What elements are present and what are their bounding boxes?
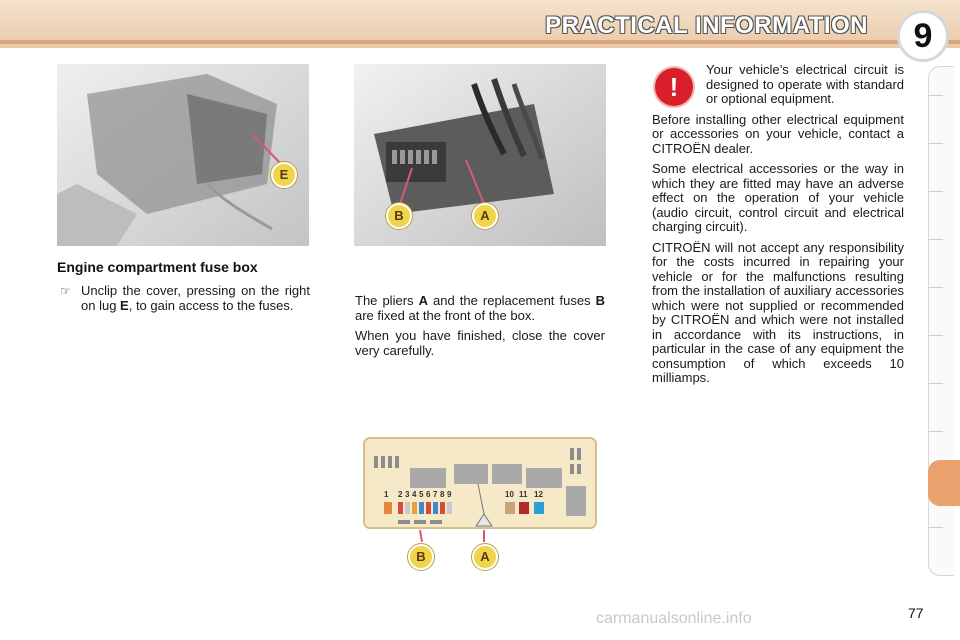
fuse-label-9: 9 bbox=[447, 490, 452, 499]
fuse-label-10: 10 bbox=[505, 490, 514, 499]
fuse-box-diagram bbox=[360, 434, 600, 584]
callout-lug-e: E bbox=[271, 162, 297, 188]
instruction-text: Unclip the cover, pressing on the right on lug E, to gain access to the fuses. bbox=[81, 283, 310, 313]
section-heading: Engine compartment fuse box bbox=[57, 259, 258, 275]
callout-fuses-b: B bbox=[386, 203, 412, 229]
paragraph-pliers: The pliers A and the replacement fuses B are fixed at the front of the box. bbox=[355, 293, 605, 323]
paragraph-responsibility: CITROËN will not accept any responsibility for the costs incurred in repairing your vehicle or for the malfunctions resulting from the installation of auxiliary accessories which were not supplied or recommended by CITROËN and which were not installed in accordance with its instructions, in particular in the case of any equipment the consumption of which exceeds 10 milliamps. bbox=[652, 239, 904, 385]
fuse-box-cover-photo bbox=[57, 64, 309, 246]
paragraph-adverse-effect: Some electrical accessories or the way in which they are fitted may have an adverse effect on the operation of your vehicle (audio circuit, control circuit and electrical charging circuit). bbox=[652, 161, 904, 234]
fuse-label-4: 4 bbox=[412, 490, 417, 499]
warning-text-block bbox=[652, 63, 904, 392]
pointing-hand-icon: ☞ bbox=[60, 284, 71, 298]
fuse-label-11: 11 bbox=[519, 490, 528, 499]
paragraph-contact-dealer: Before installing other electrical equipment or accessories on your vehicle, contact a CITROËN dealer. bbox=[652, 111, 904, 156]
paragraph-close-cover: When you have finished, close the cover very carefully. bbox=[355, 328, 605, 358]
watermark-text: carmanualsonline.info bbox=[596, 610, 752, 627]
page-title: PRACTICAL INFORMATION bbox=[545, 12, 868, 39]
fuse-label-8: 8 bbox=[440, 490, 445, 499]
fuse-box-cover-illustration bbox=[57, 64, 309, 246]
chapter-tab-active[interactable] bbox=[928, 460, 960, 506]
diagram-callout-pliers-a: A bbox=[472, 544, 498, 570]
header-rule bbox=[0, 40, 960, 44]
fuse-label-1: 1 bbox=[384, 490, 389, 499]
exclamation-icon: ! bbox=[655, 68, 693, 106]
fuse-box-interior-photo bbox=[354, 64, 606, 246]
callout-pliers-a: A bbox=[472, 203, 498, 229]
fuse-label-2: 2 bbox=[398, 490, 403, 499]
paragraph-circuit-design: Your vehicle’s electrical circuit is designed to operate with standard or optional equipment. bbox=[706, 62, 904, 106]
fuse-label-7: 7 bbox=[433, 490, 438, 499]
fuse-label-3: 3 bbox=[405, 490, 410, 499]
fuse-label-12: 12 bbox=[534, 490, 543, 499]
diagram-callout-fuses-b: B bbox=[408, 544, 434, 570]
fuse-label-6: 6 bbox=[426, 490, 431, 499]
chapter-number-badge: 9 bbox=[897, 10, 949, 62]
page-number: 77 bbox=[908, 605, 924, 621]
pliers-and-fuses-text bbox=[355, 294, 605, 364]
fuse-label-5: 5 bbox=[419, 490, 424, 499]
